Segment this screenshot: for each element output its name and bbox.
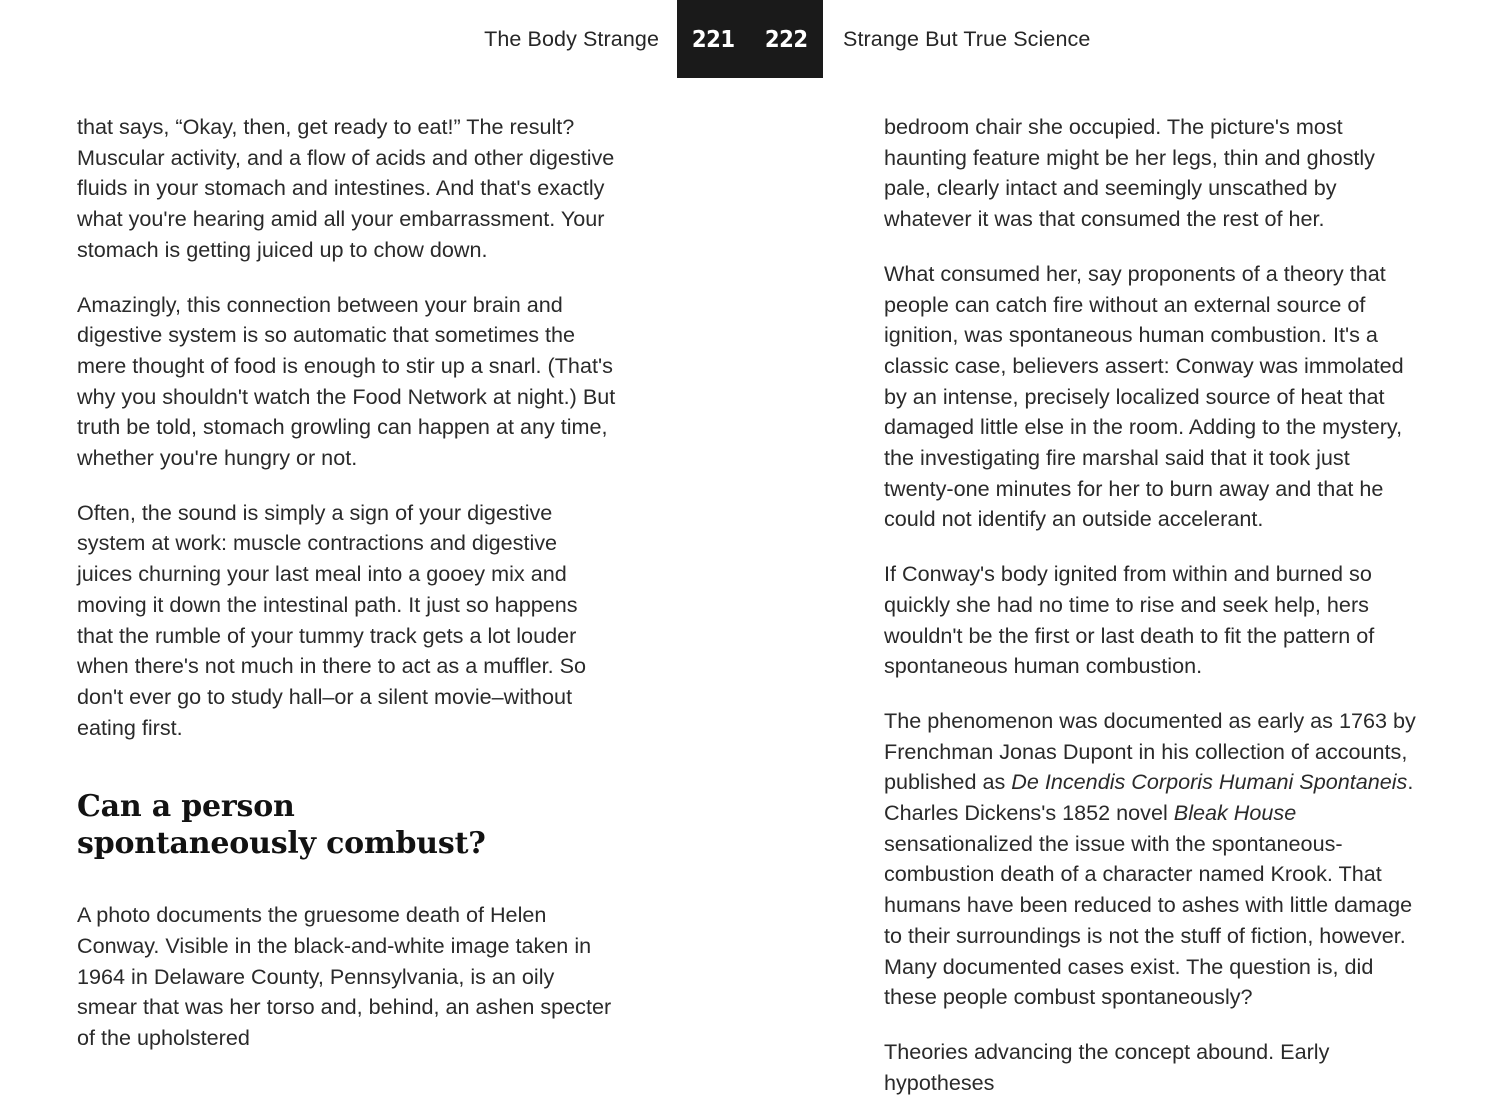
folio-box-verso: [677, 0, 750, 78]
book-title-italic: De Incendis Corporis Humani Spontaneis: [1011, 769, 1408, 795]
paragraph: [884, 706, 1424, 1013]
running-head-verso: [0, 0, 750, 78]
section-heading-block: [77, 788, 617, 862]
running-head-title: Strange But True Science: [843, 27, 1091, 52]
book-title-italic: Bleak House: [1173, 800, 1297, 826]
page-recto: [750, 0, 1500, 1095]
paragraph: A photo documents the gruesome death of Helen Conway. Visible in the black-and-white image taken in 1964 in Delaware County, Pennsylvania, is an oily smear that was her torso and, behind, an ashen specter of the upholstered: [77, 902, 612, 1051]
paragraph: What consumed her, say proponents of a theory that people can catch fire without an external source of ignition, was spontaneous human combustion. It's a classic case, believers assert: Conway was immolated by an intense, precisely localized source of heat that damaged little else in the room. Adding to the mystery, the investigating fire marshal said that it took just twenty-one minutes for her to burn away and that he could not identify an outside accelerant.: [884, 260, 1404, 532]
paragraph: Amazingly, this connection between your brain and digestive system is so automatic that sometimes the mere thought of food is enough to stir up a snarl. (That's why you shouldn't watch the Food Network at night.) But truth be told, stomach growling can happen at any time, whether you're hungry or not.: [77, 291, 616, 471]
text-column-verso: [77, 112, 617, 1054]
paragraph: Theories advancing the concept abound. Early hypotheses: [884, 1038, 1330, 1095]
paragraph-text-run: . Charles Dickens's 1852 novel: [884, 769, 1414, 826]
page-number: 222: [765, 26, 808, 53]
page-verso: [0, 0, 750, 1054]
running-head-title: The Body Strange: [484, 27, 659, 52]
text-column-recto: [884, 112, 1424, 1098]
paragraph: Often, the sound is simply a sign of your digestive system at work: muscle contractions and digestive juices churning your last meal into a gooey mix and moving it down the intestinal path. It just so happens that the rumble of your tummy track gets a lot louder when there's not much in there to act as a muffler. So don't ever go to study hall–or a silent movie–without eating first.: [77, 499, 587, 740]
section-heading-line-1: Can a person: [77, 789, 295, 825]
page-number: 221: [692, 26, 735, 53]
folio-box-recto: [750, 0, 823, 78]
paragraph: that says, “Okay, then, get ready to eat!” The result? Muscular activity, and a flow of acids and other digestive fluids in your stomach and intestines. And that's exactly what you're hearing amid all your embarrassment. Your stomach is getting juiced up to chow down.: [77, 114, 615, 262]
paragraph: If Conway's body ignited from within and burned so quickly she had no time to rise and seek help, hers wouldn't be the first or last death to fit the pattern of spontaneous human combustion.: [884, 561, 1375, 679]
paragraph-text-run: sensationalized the issue with the spontaneous-combustion death of a character named Krook. That humans have been reduced to ashes with little damage to their surroundings is not the stuff of fiction, however. Many documented cases exist. The question is, did these people combust spontaneously?: [884, 830, 1413, 1010]
paragraph: bedroom chair she occupied. The picture's most haunting feature might be her legs, thin and ghostly pale, clearly intact and seemingly unscathed by whatever it was that consumed the rest of her.: [884, 114, 1375, 232]
section-heading-line-2: spontaneously combust?: [77, 826, 486, 862]
running-head-recto: [750, 0, 1500, 78]
paragraph-text-run: The phenomenon was documented as early as 1763 by Frenchman Jonas Dupont in his collection of accounts, published as: [884, 707, 1416, 795]
